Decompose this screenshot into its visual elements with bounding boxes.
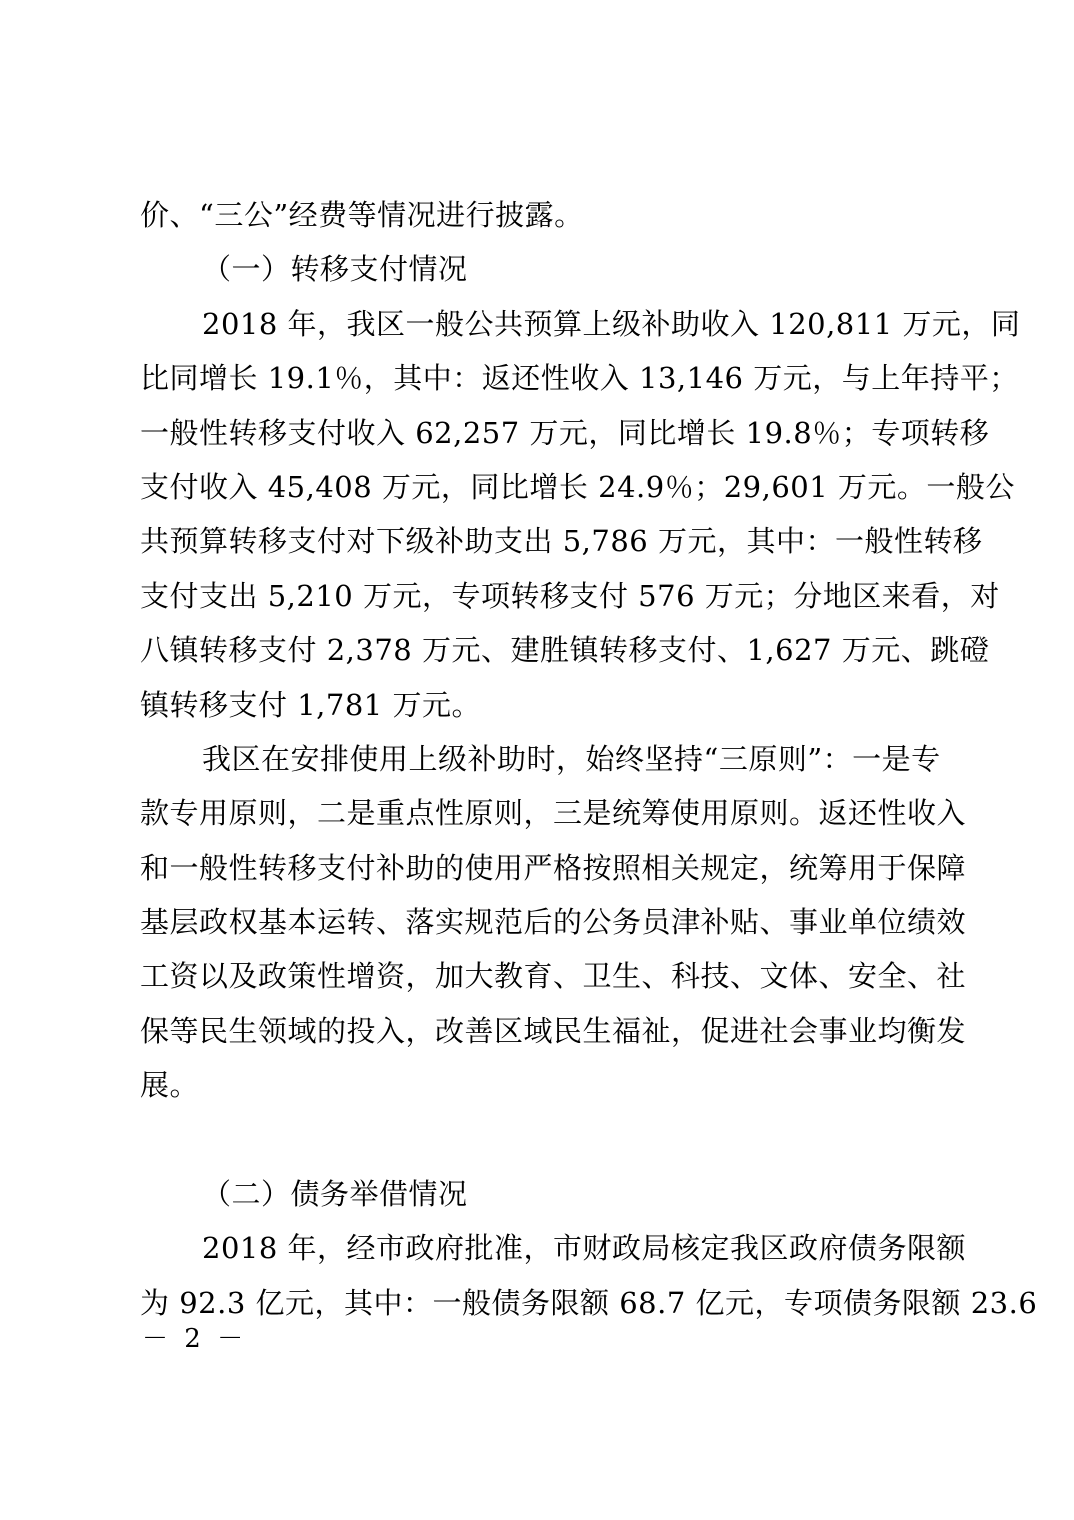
text-line: 价、“三公”经费等情况进行披露。 [140,198,584,232]
text-line: 保等民生领域的投入，改善区域民生福祉，促进社会事业均衡发 [140,1013,967,1048]
text-line: 款专用原则，二是重点性原则，三是统筹使用原则。返还性收入 [140,796,967,831]
text-line: 基层政权基本运转、落实规范后的公务员津补贴、事业单位绩效 [140,905,967,940]
section-heading-debt-borrowing: （二）债务举借情况 [202,1177,468,1212]
document-body [140,188,1038,1330]
text-line: 2018 年，我区一般公共预算上级补助收入 120,811 万元，同 [202,306,1021,341]
text-line: 共预算转移支付对下级补助支出 5,786 万元，其中：一般性转移 [140,524,983,559]
text-line: 为 92.3 亿元，其中：一般债务限额 68.7 亿元，专项债务限额 23.6 [140,1285,1038,1320]
text-line: 展。 [140,1068,200,1103]
section-heading-transfer-payments: （一）转移支付情况 [202,252,468,287]
text-line: 和一般性转移支付补助的使用严格按照相关规定，统筹用于保障 [140,850,967,885]
text-line: 支付支出 5,210 万元，专项转移支付 576 万元；分地区来看，对 [140,578,1000,613]
text-line: 八镇转移支付 2,378 万元、建胜镇转移支付、1,627 万元、跳磴 [140,633,990,668]
text-line: 一般性转移支付收入 62,257 万元，同比增长 19.8％；专项转移 [140,415,990,450]
text-line: 支付收入 45,408 万元，同比增长 24.9％；29,601 万元。一般公 [140,469,1015,504]
text-line: 镇转移支付 1,781 万元。 [140,687,481,722]
page-number: － 2 － [142,1324,248,1354]
blank-line [140,1113,937,1167]
text-line: 我区在安排使用上级补助时，始终坚持“三原则”：一是专 [202,741,941,776]
text-line: 工资以及政策性增资，加大教育、卫生、科技、文体、安全、社 [140,959,967,994]
text-line: 比同增长 19.1％，其中：返还性收入 13,146 万元，与上年持平； [140,361,1019,396]
text-line: 2018 年，经市政府批准，市财政局核定我区政府债务限额 [202,1231,967,1266]
